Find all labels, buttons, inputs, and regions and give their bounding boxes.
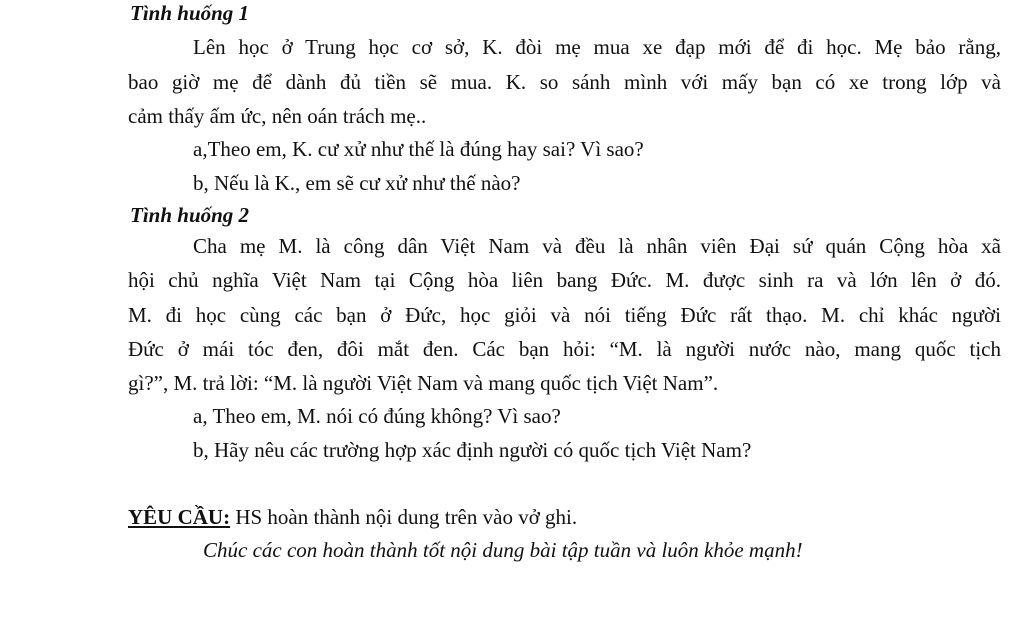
situation-2-question-a: a, Theo em, M. nói có đúng không? Vì sao? bbox=[193, 404, 561, 428]
closing-message: Chúc các con hoàn thành tốt nội dung bài tập tuần và luôn khỏe mạnh! bbox=[203, 538, 803, 562]
situation-1-line-3: cảm thấy ấm ức, nên oán trách mẹ.. bbox=[128, 104, 427, 128]
requirement-label: YÊU CẦU: bbox=[128, 505, 231, 529]
situation-2-question-b: b, Hãy nêu các trường hợp xác định người có quốc tịch Việt Nam? bbox=[193, 438, 752, 462]
situation-1-title: Tình huống 1 bbox=[130, 1, 250, 25]
situation-2-line-4: Đức ở mái tóc đen, đôi mắt đen. Các bạn hỏi: “M. là người nước nào, mang quốc tịch bbox=[128, 337, 1001, 361]
situation-2-title: Tình huống 2 bbox=[130, 203, 250, 227]
situation-2-line-2: hội chủ nghĩa Việt Nam tại Cộng hòa liên bang Đức. M. được sinh ra và lớn lên ở đó. bbox=[128, 268, 1001, 292]
situation-1-question-b: b, Nếu là K., em sẽ cư xử như thế nào? bbox=[193, 171, 521, 195]
requirement-text: HS hoàn thành nội dung trên vào vở ghi. bbox=[230, 505, 578, 529]
requirement-line bbox=[128, 507, 577, 528]
situation-2-line-1: Cha mẹ M. là công dân Việt Nam và đều là nhân viên Đại sứ quán Cộng hòa xã bbox=[193, 234, 1001, 258]
situation-1-line-1: Lên học ở Trung học cơ sở, K. đòi mẹ mua xe đạp mới để đi học. Mẹ bảo rằng, bbox=[193, 35, 1001, 59]
situation-1-question-a: a,Theo em, K. cư xử như thế là đúng hay sai? Vì sao? bbox=[193, 137, 644, 161]
situation-2-line-3: M. đi học cùng các bạn ở Đức, học giỏi và nói tiếng Đức rất thạo. M. chỉ khác người bbox=[128, 303, 1001, 327]
situation-1-line-2: bao giờ mẹ để dành đủ tiền sẽ mua. K. so sánh mình với mấy bạn có xe trong lớp và bbox=[128, 70, 1001, 94]
situation-2-line-5: gì?”, M. trả lời: “M. là người Việt Nam và mang quốc tịch Việt Nam”. bbox=[128, 371, 719, 395]
